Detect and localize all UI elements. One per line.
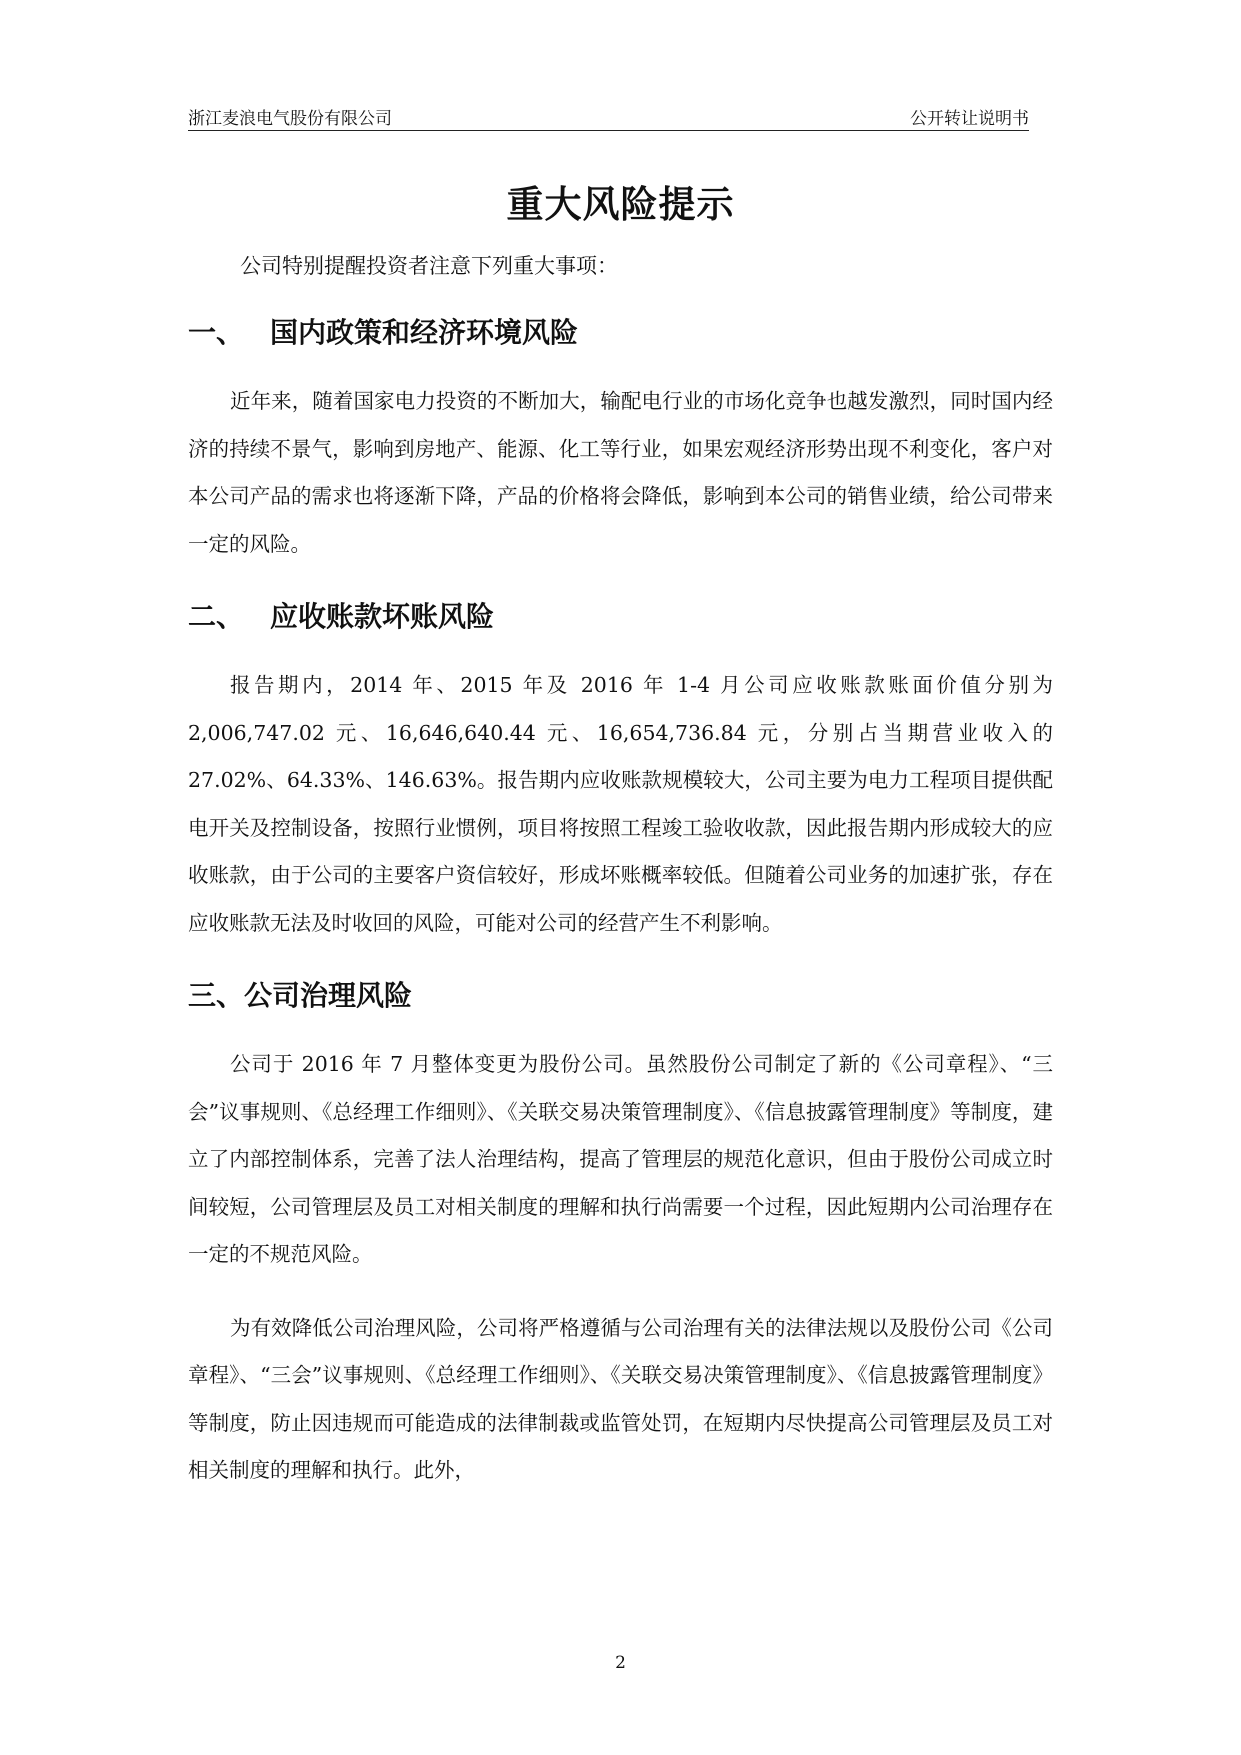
section-paragraph: 公司于 2016 年 7 月整体变更为股份公司。虽然股份公司制定了新的《公司章程》、“三会”议事规则、《总经理工作细则》、《关联交易决策管理制度》、《信息披露管理制度》等制度，建立了内部控制体系，完善了法人治理结构，提高了管理层的规范化意识，但由于股份公司成立时间较短，公司管理层及员工对相关制度的理解和执行尚需要一个过程，因此短期内公司治理存在一定的不规范风险。 — [188, 1052, 1053, 1266]
section-number: 三、 — [188, 979, 245, 1012]
section-heading — [188, 310, 1053, 356]
section-heading — [188, 594, 1053, 640]
section-title: 国内政策和经济环境风险 — [270, 316, 579, 349]
section-2 — [188, 594, 1053, 947]
page-content — [188, 150, 1053, 1521]
section-paragraph: 报告期内，2014 年、2015 年及 2016 年 1-4 月公司应收账款账面价值分别为 2,006,747.02 元、16,646,640.44 元、16,654,736.84 元，分别占当期营业收入的 27.02%、64.33%、146.63%。报告期内应收账款规模较大，公司主要为电力工程项目提供配电开关及控制设备，按照行业惯例，项目将按照工程竣工验收收款，因此报告期内形成较大的应收账款，由于公司的主要客户资信较好，形成坏账概率较低。但随着公司业务的加速扩张，存在应收账款无法及时收回的风险，可能对公司的经营产生不利影响。 — [188, 673, 1053, 935]
section-3 — [188, 973, 1053, 1495]
page-title: 重大风险提示 — [506, 183, 735, 226]
section-paragraph: 近年来，随着国家电力投资的不断加大，输配电行业的市场化竞争也越发激烈，同时国内经济的持续不景气，影响到房地产、能源、化工等行业，如果宏观经济形势出现不利变化，客户对本公司产品的需求也将逐渐下降，产品的价格将会降低，影响到本公司的销售业绩，给公司带来一定的风险。 — [188, 389, 1053, 556]
section-number: 二、 — [188, 600, 245, 633]
page-header — [188, 100, 1029, 131]
section-title: 应收账款坏账风险 — [270, 600, 495, 633]
header-document-type: 公开转让说明书 — [910, 109, 1029, 129]
header-company-name: 浙江麦浪电气股份有限公司 — [188, 109, 392, 129]
section-heading — [188, 973, 1053, 1019]
section-paragraph: 为有效降低公司治理风险，公司将严格遵循与公司治理有关的法律法规以及股份公司《公司章程》、“三会”议事规则、《总经理工作细则》、《关联交易决策管理制度》、《信息披露管理制度》等制度，防止因违规而可能造成的法律制裁或监管处罚，在短期内尽快提高公司管理层及员工对相关制度的理解和执行。此外， — [188, 1315, 1053, 1482]
page-number: 2 — [615, 1653, 626, 1673]
intro-text: 公司特别提醒投资者注意下列重大事项： — [240, 254, 618, 278]
section-number: 一、 — [188, 316, 245, 349]
section-1 — [188, 310, 1053, 568]
section-title: 公司治理风险 — [244, 979, 413, 1012]
